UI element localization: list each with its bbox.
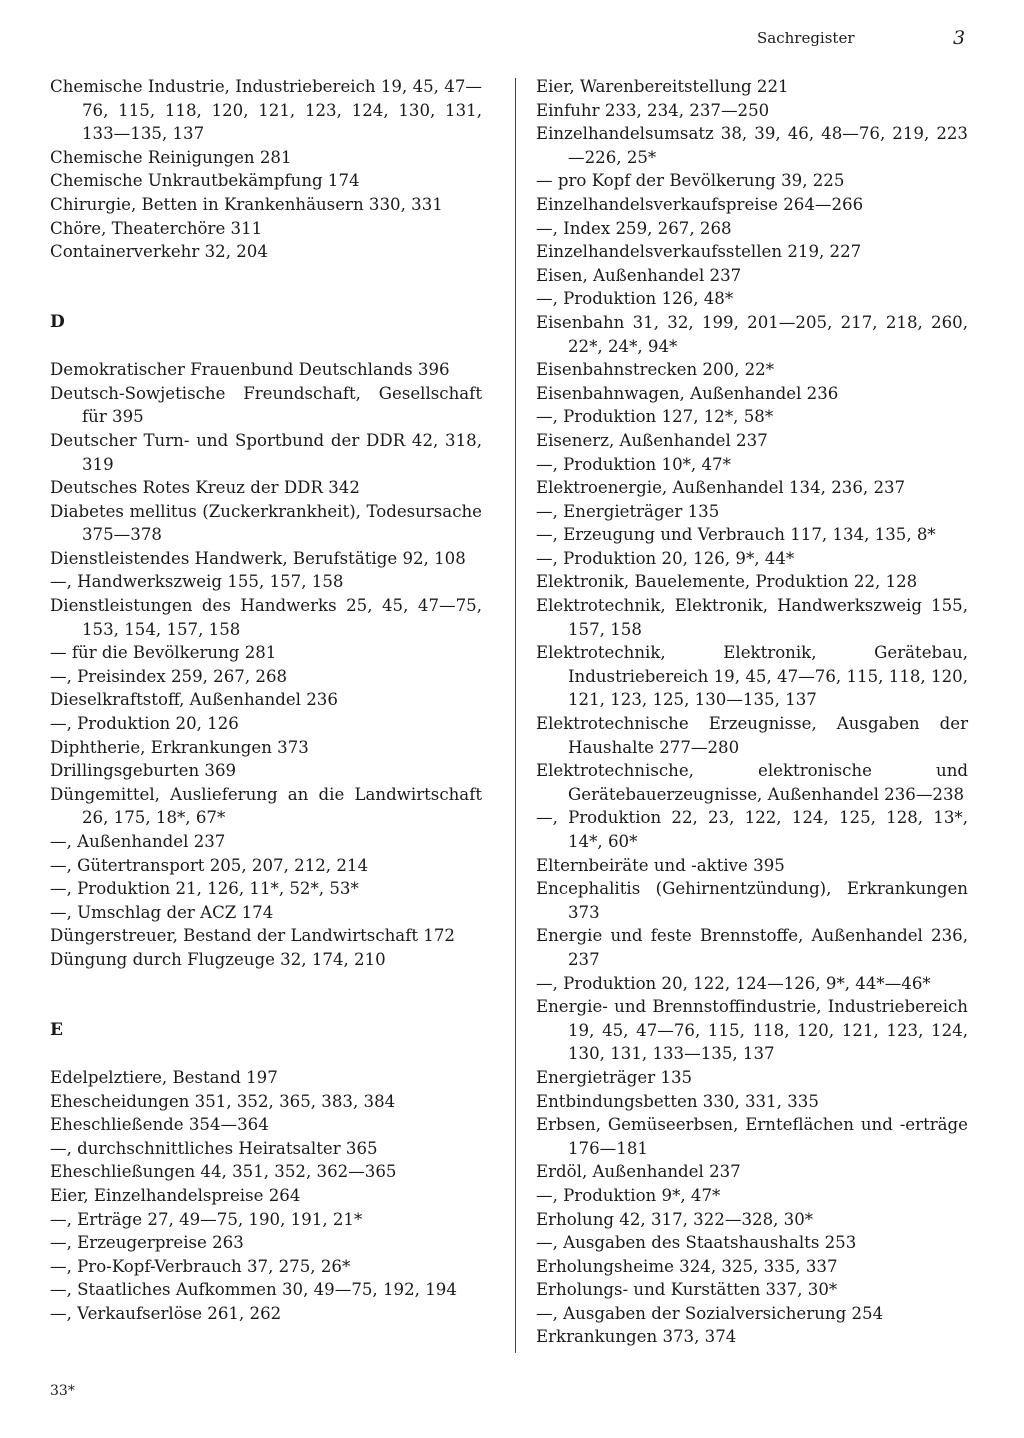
index-entry: Elektrotechnische Erzeugnisse, Ausgaben der Haushalte 277—280 — [536, 714, 968, 757]
index-entry: —, Produktion 20, 126 — [50, 714, 239, 734]
index-entry: —, Produktion 9*, 47* — [536, 1185, 721, 1205]
footer-signature-mark: 33* — [50, 1383, 75, 1399]
index-entry: —, Pro-Kopf-Verbrauch 37, 275, 26* — [50, 1256, 351, 1276]
index-entry: Eheschließende 354—364 — [50, 1115, 269, 1135]
index-entry: —, Ausgaben der Sozialversicherung 254 — [536, 1303, 884, 1323]
spacer — [50, 1042, 482, 1066]
spacer — [50, 972, 482, 996]
index-entry: —, Erträge 27, 49—75, 190, 191, 21* — [50, 1209, 363, 1229]
page-number: 3 — [953, 27, 966, 49]
index-entry: Ehescheidungen 351, 352, 365, 383, 384 — [50, 1091, 396, 1111]
index-entry: — für die Bevölkerung 281 — [50, 643, 277, 663]
index-entry: Eisenbahnwagen, Außenhandel 236 — [536, 383, 839, 403]
index-entry: —, durchschnittliches Heiratsalter 365 — [50, 1138, 378, 1158]
index-entry: Einfuhr 233, 234, 237—250 — [536, 100, 770, 120]
index-entry: Eisen, Außenhandel 237 — [536, 265, 742, 285]
index-entry: Erdöl, Außenhandel 237 — [536, 1162, 741, 1182]
index-entry: Dienstleistendes Handwerk, Berufstätige 92, 108 — [50, 548, 466, 568]
index-entry: —, Produktion 10*, 47* — [536, 454, 731, 474]
index-entry: —, Produktion 22, 23, 122, 124, 125, 128, 13*, 14*, 60* — [536, 808, 968, 851]
index-entry: Demokratischer Frauenbund Deutschlands 396 — [50, 360, 450, 380]
index-entry: —, Produktion 20, 122, 124—126, 9*, 44*—46* — [536, 973, 931, 993]
index-entry: —, Erzeugung und Verbrauch 117, 134, 135, 8* — [536, 525, 936, 545]
index-entry: Eier, Warenbereitstellung 221 — [536, 77, 789, 96]
index-entry: Elektrotechnik, Elektronik, Handwerkszweig 155, 157, 158 — [536, 596, 968, 639]
index-entry: —, Produktion 20, 126, 9*, 44* — [536, 548, 795, 568]
index-entry: Einzelhandelsverkaufspreise 264—266 — [536, 194, 864, 214]
index-entry: Containerverkehr 32, 204 — [50, 242, 268, 262]
index-entry: Elektrotechnik, Elektronik, Gerätebau, Industriebereich 19, 45, 47—76, 115, 118, 120, 121, 123, 125, 130—135, 137 — [536, 643, 968, 710]
index-entry: —, Außenhandel 237 — [50, 832, 226, 851]
index-entry: —, Staatliches Aufkommen 30, 49—75, 192, 194 — [50, 1280, 457, 1300]
index-entry: Chöre, Theaterchöre 311 — [50, 218, 263, 238]
index-entry: Energieträger 135 — [536, 1067, 693, 1087]
index-entry: —, Produktion 127, 12*, 58* — [536, 407, 774, 427]
spacer — [50, 264, 482, 288]
index-entry: Encephalitis (Gehirnentzündung), Erkrankungen 373 — [536, 879, 968, 922]
index-entry: Energie- und Brennstoffindustrie, Industriebereich 19, 45, 47—76, 115, 118, 120, 121, 123, 124, 130, 131, 133—135, 137 — [536, 997, 968, 1064]
index-entry: Elternbeiräte und -aktive 395 — [536, 855, 785, 875]
index-entry: Drillingsgeburten 369 — [50, 761, 237, 781]
index-entry: Erbsen, Gemüseerbsen, Ernteflächen und -erträge 176—181 — [536, 1115, 968, 1158]
index-entry: Eisenbahnstrecken 200, 22* — [536, 360, 775, 380]
index-entry: —, Umschlag der ACZ 174 — [50, 902, 274, 922]
index-entry: Chemische Industrie, Industriebereich 19, 45, 47—76, 115, 118, 120, 121, 123, 124, 130, 131, 133—135, 137 — [50, 77, 482, 144]
index-entry: Dienstleistungen des Handwerks 25, 45, 47—75, 153, 154, 157, 158 — [50, 596, 482, 639]
index-entry: Eisenbahn 31, 32, 199, 201—205, 217, 218, 260, 22*, 24*, 94* — [536, 312, 968, 356]
spacer — [50, 995, 482, 1019]
index-entry: Erkrankungen 373, 374 — [536, 1327, 737, 1347]
index-entry: Düngung durch Flugzeuge 32, 174, 210 — [50, 949, 386, 969]
index-entry: Diabetes mellitus (Zuckerkrankheit), Todesursache 375—378 — [50, 501, 482, 545]
index-entry: Diphtherie, Erkrankungen 373 — [50, 737, 309, 757]
spacer — [50, 287, 482, 311]
index-entry: Düngemittel, Auslieferung an die Landwirtschaft 26, 175, 18*, 67* — [50, 784, 482, 828]
index-entry: Eier, Einzelhandelspreise 264 — [50, 1185, 301, 1205]
section-letter-heading: E — [50, 1019, 63, 1040]
section-letter-heading: D — [50, 311, 65, 332]
index-entry: —, Handwerkszweig 155, 157, 158 — [50, 572, 344, 592]
index-entry: —, Index 259, 267, 268 — [536, 218, 732, 238]
index-entry: Energie und feste Brennstoffe, Außenhandel 236, 237 — [536, 926, 968, 969]
index-entry: —, Gütertransport 205, 207, 212, 214 — [50, 855, 369, 875]
index-entry: —, Energieträger 135 — [536, 501, 720, 521]
index-entry: —, Verkaufserlöse 261, 262 — [50, 1303, 282, 1323]
index-entry: Dieselkraftstoff, Außenhandel 236 — [50, 690, 338, 710]
index-entry: Chirurgie, Betten in Krankenhäusern 330, 331 — [50, 194, 443, 214]
index-entry: Düngerstreuer, Bestand der Landwirtschaft 172 — [50, 926, 455, 946]
column-divider — [515, 78, 516, 1353]
index-entry: Elektronik, Bauelemente, Produktion 22, 128 — [536, 572, 918, 592]
running-header-title: Sachregister — [757, 29, 855, 47]
index-entry: Deutscher Turn- und Sportbund der DDR 42, 318, 319 — [50, 430, 482, 474]
index-entry: —, Ausgaben des Staatshaushalts 253 — [536, 1233, 857, 1253]
index-entry: —, Produktion 21, 126, 11*, 52*, 53* — [50, 879, 359, 899]
index-entry: —, Produktion 126, 48* — [536, 289, 734, 309]
index-entry: Einzelhandelsumsatz 38, 39, 46, 48—76, 219, 223—226, 25* — [536, 124, 968, 167]
spacer — [50, 335, 482, 359]
index-entry: —, Erzeugerpreise 263 — [50, 1233, 244, 1253]
index-entry: Edelpelztiere, Bestand 197 — [50, 1067, 278, 1087]
index-column-left — [50, 75, 482, 1325]
index-entry: Erholungsheime 324, 325, 335, 337 — [536, 1256, 838, 1276]
index-entry: Einzelhandelsverkaufsstellen 219, 227 — [536, 242, 862, 262]
index-column-right — [536, 75, 968, 1349]
index-entry: Deutsches Rotes Kreuz der DDR 342 — [50, 478, 360, 498]
index-entry: Elektroenergie, Außenhandel 134, 236, 237 — [536, 478, 906, 498]
index-entry: Entbindungsbetten 330, 331, 335 — [536, 1091, 819, 1111]
index-entry: Erholungs- und Kurstätten 337, 30* — [536, 1280, 838, 1300]
index-entry: Elektrotechnische, elektronische und Gerätebauerzeugnisse, Außenhandel 236—238 — [536, 761, 968, 804]
index-entry: Eisenerz, Außenhandel 237 — [536, 430, 768, 450]
index-entry: Deutsch-Sowjetische Freundschaft, Gesellschaft für 395 — [50, 383, 482, 427]
index-entry: — pro Kopf der Bevölkerung 39, 225 — [536, 171, 845, 191]
index-entry: Eheschließungen 44, 351, 352, 362—365 — [50, 1162, 397, 1182]
index-entry: Chemische Unkrautbekämpfung 174 — [50, 171, 360, 191]
index-entry: Chemische Reinigungen 281 — [50, 147, 292, 167]
index-entry: Erholung 42, 317, 322—328, 30* — [536, 1209, 814, 1229]
index-entry: —, Preisindex 259, 267, 268 — [50, 666, 288, 686]
